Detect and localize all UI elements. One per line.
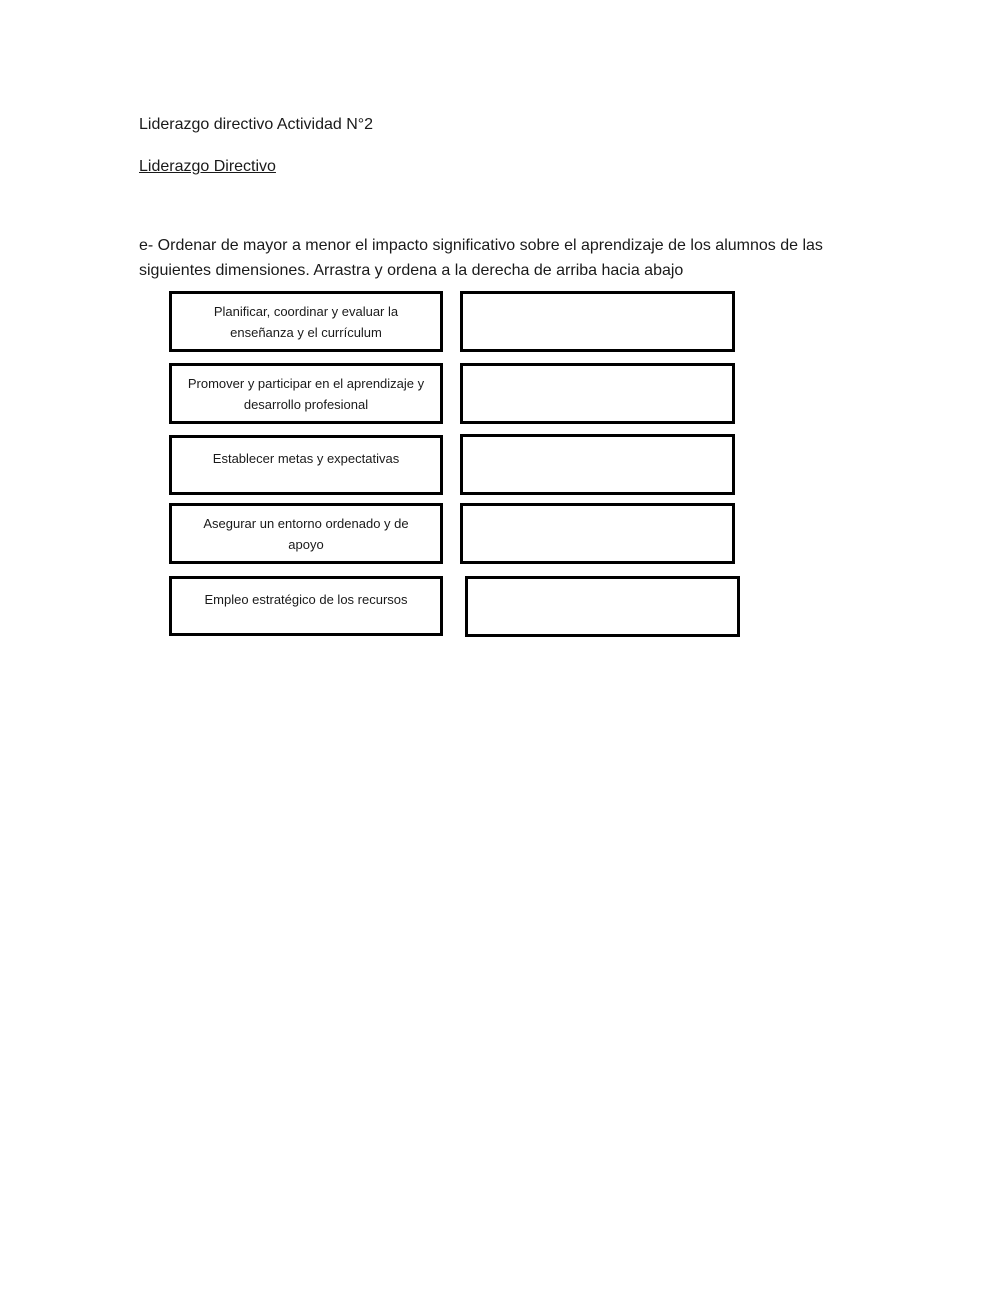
drag-item-label: Asegurar un entorno ordenado y de apoyo (203, 516, 409, 552)
drag-item-4[interactable] (169, 503, 443, 564)
drop-target-4[interactable] (460, 503, 735, 564)
drop-target-1[interactable] (460, 291, 735, 352)
drag-item-1[interactable] (169, 291, 443, 352)
drag-item-label: Planificar, coordinar y evaluar la enseñanza y el currículum (213, 304, 399, 340)
drag-item-label: Establecer metas y expectativas (212, 451, 400, 466)
drag-item-5[interactable] (169, 576, 443, 636)
section-heading: Liderazgo Directivo (139, 158, 276, 175)
drag-item-label: Promover y participar en el aprendizaje y desarrollo profesional (187, 376, 425, 412)
document-title: Liderazgo directivo Actividad N°2 (139, 116, 374, 133)
drop-target-2[interactable] (460, 363, 735, 424)
drag-item-2[interactable] (169, 363, 443, 424)
drop-target-3[interactable] (460, 434, 735, 495)
drag-item-3[interactable] (169, 435, 443, 495)
drag-item-label: Empleo estratégico de los recursos (204, 592, 408, 607)
instructions-text: e- Ordenar de mayor a menor el impacto significativo sobre el aprendizaje de los alumnos de las siguientes dimensiones. Arrastra y ordena a la derecha de arriba hacia abajo (139, 237, 823, 279)
drop-target-5[interactable] (465, 576, 740, 637)
